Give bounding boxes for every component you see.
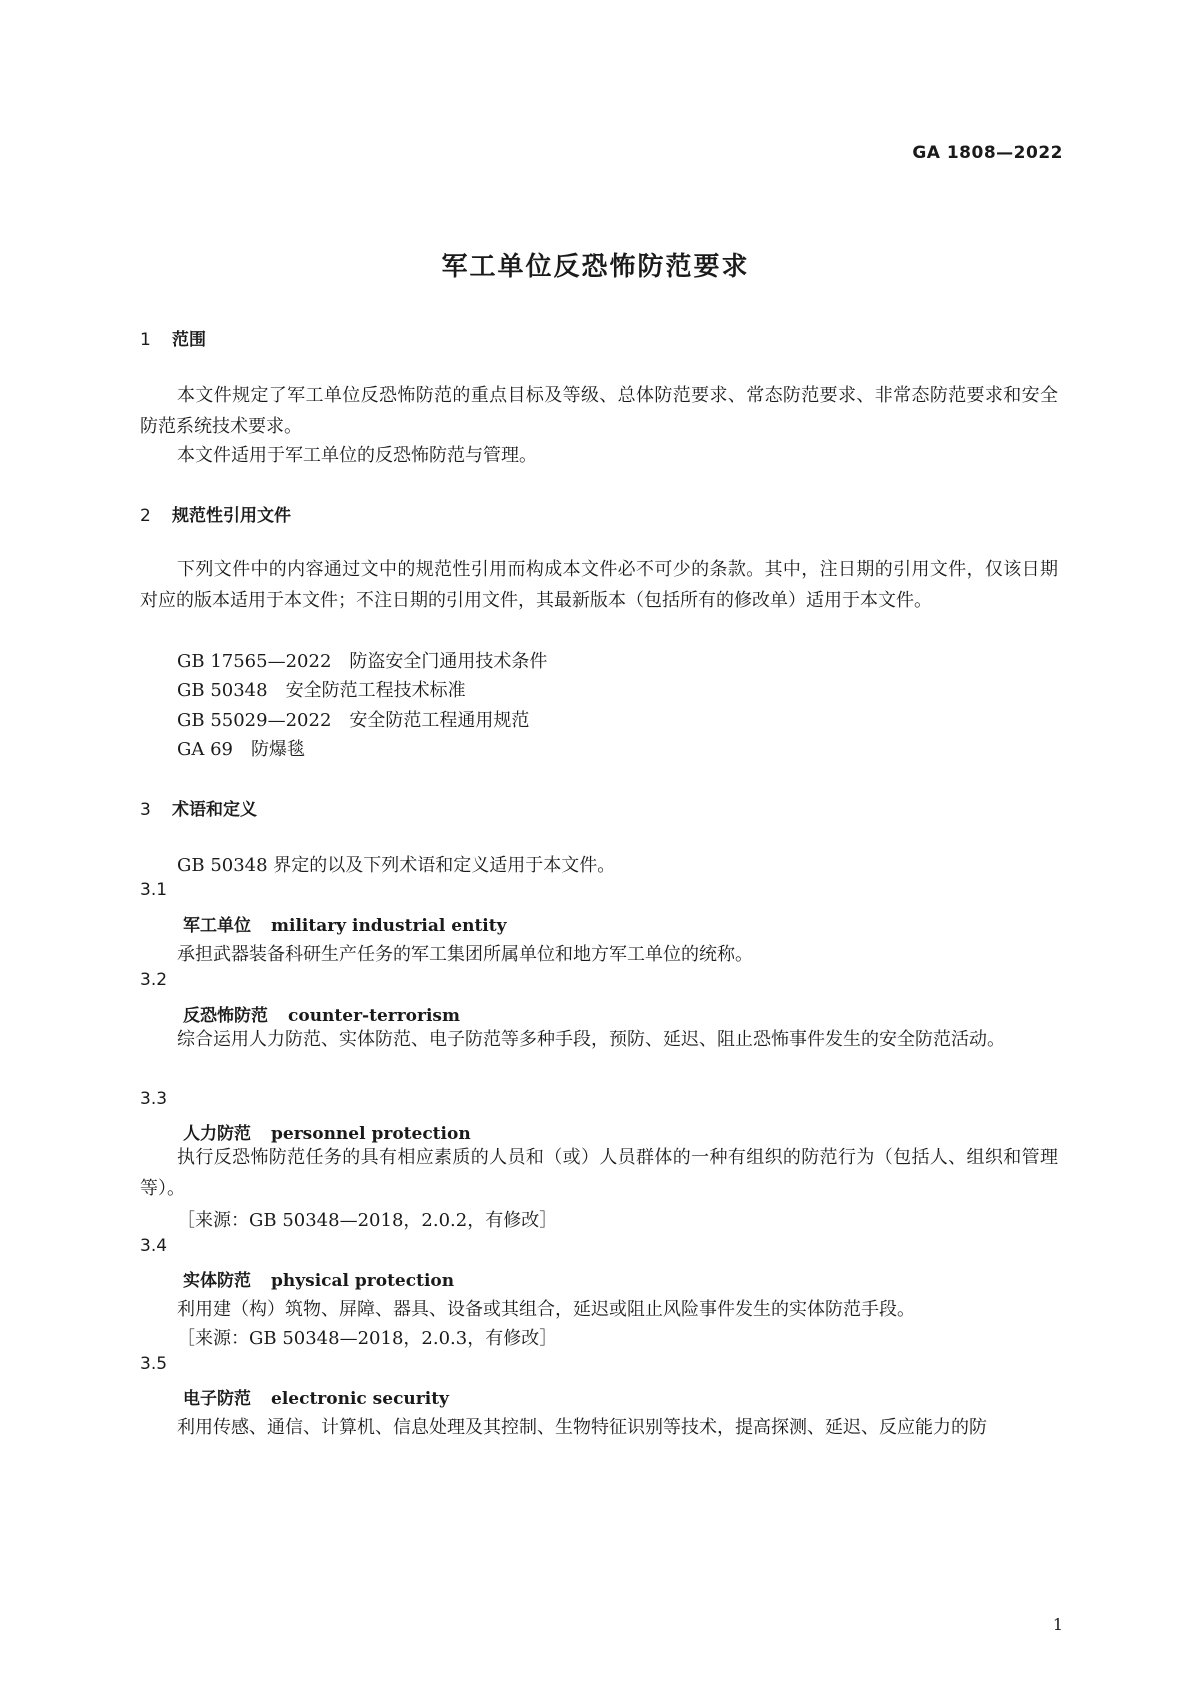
section-title: 范围 <box>172 330 206 350</box>
term-number: 3.5 <box>140 1354 168 1374</box>
reference-item <box>177 647 547 673</box>
term-en: physical protection <box>271 1271 455 1291</box>
term-en: personnel protection <box>271 1124 471 1144</box>
term-number: 3.1 <box>140 880 168 900</box>
section-2-paragraph-1: 下列文件中的内容通过文中的规范性引用而构成本文件必不可少的条款。其中，注日期的引用文件，仅该日期对应的版本适用于本文件；不注日期的引用文件，其最新版本（包括所有的修改单）适用于本文件。 <box>140 559 1058 611</box>
term-zh: 实体防范 <box>183 1271 251 1291</box>
reference-name: 安全防范工程通用规范 <box>349 710 530 731</box>
section-3-heading <box>140 795 257 820</box>
reference-name: 防爆毯 <box>251 739 306 760</box>
reference-item <box>177 676 466 702</box>
term-heading <box>183 1384 449 1409</box>
term-zh: 电子防范 <box>183 1389 251 1409</box>
term-en: counter-terrorism <box>288 1006 460 1026</box>
section-number: 1 <box>140 330 151 350</box>
term-definition: 执行反恐怖防范任务的具有相应素质的人员和（或）人员群体的一种有组织的防范行为（包括人、组织和管理等）。 <box>140 1147 1058 1199</box>
term-heading <box>183 1001 460 1026</box>
term-en: electronic security <box>271 1389 449 1409</box>
reference-item <box>177 706 529 732</box>
term-heading <box>183 1266 454 1291</box>
section-1-heading <box>140 325 206 350</box>
section-number: 2 <box>140 506 151 526</box>
section-3-intro: GB 50348 界定的以及下列术语和定义适用于本文件。 <box>177 855 616 876</box>
term-number: 3.2 <box>140 970 168 990</box>
reference-code: GA 69 <box>177 739 234 760</box>
term-en: military industrial entity <box>271 916 507 936</box>
term-definition: 承担武器装备科研生产任务的军工集团所属单位和地方军工单位的统称。 <box>177 944 753 965</box>
term-number: 3.4 <box>140 1236 168 1256</box>
term-source: ［来源：GB 50348—2018，2.0.2，有修改］ <box>177 1210 558 1231</box>
term-definition: 综合运用人力防范、实体防范、电子防范等多种手段，预防、延迟、阻止恐怖事件发生的安全防范活动。 <box>177 1029 1005 1050</box>
term-zh: 反恐怖防范 <box>183 1006 268 1026</box>
term-zh: 军工单位 <box>183 916 251 936</box>
section-number: 3 <box>140 800 151 820</box>
term-definition: 利用建（构）筑物、屏障、器具、设备或其组合，延迟或阻止风险事件发生的实体防范手段。 <box>177 1299 915 1320</box>
reference-name: 安全防范工程技术标准 <box>285 680 466 701</box>
standard-number: GA 1808—2022 <box>912 143 1063 163</box>
reference-item <box>177 735 305 761</box>
page-number: 1 <box>1052 1615 1063 1634</box>
section-title: 术语和定义 <box>172 800 257 820</box>
reference-code: GB 55029—2022 <box>177 710 332 731</box>
section-2-heading <box>140 501 291 526</box>
term-definition: 利用传感、通信、计算机、信息处理及其控制、生物特征识别等技术，提高探测、延迟、反应能力的防 <box>177 1417 987 1438</box>
term-heading <box>183 1119 471 1144</box>
reference-code: GB 50348 <box>177 680 268 701</box>
term-heading <box>183 911 507 936</box>
term-number: 3.3 <box>140 1089 168 1109</box>
reference-name: 防盗安全门通用技术条件 <box>349 651 548 672</box>
reference-code: GB 17565—2022 <box>177 651 332 672</box>
section-1-paragraph-1: 本文件规定了军工单位反恐怖防范的重点目标及等级、总体防范要求、常态防范要求、非常态防范要求和安全防范系统技术要求。 <box>140 385 1058 437</box>
document-title: 军工单位反恐怖防范要求 <box>441 252 750 282</box>
section-title: 规范性引用文件 <box>172 506 291 526</box>
term-zh: 人力防范 <box>183 1124 251 1144</box>
section-1-paragraph-2: 本文件适用于军工单位的反恐怖防范与管理。 <box>177 445 537 466</box>
term-source: ［来源：GB 50348—2018，2.0.3，有修改］ <box>177 1328 558 1349</box>
